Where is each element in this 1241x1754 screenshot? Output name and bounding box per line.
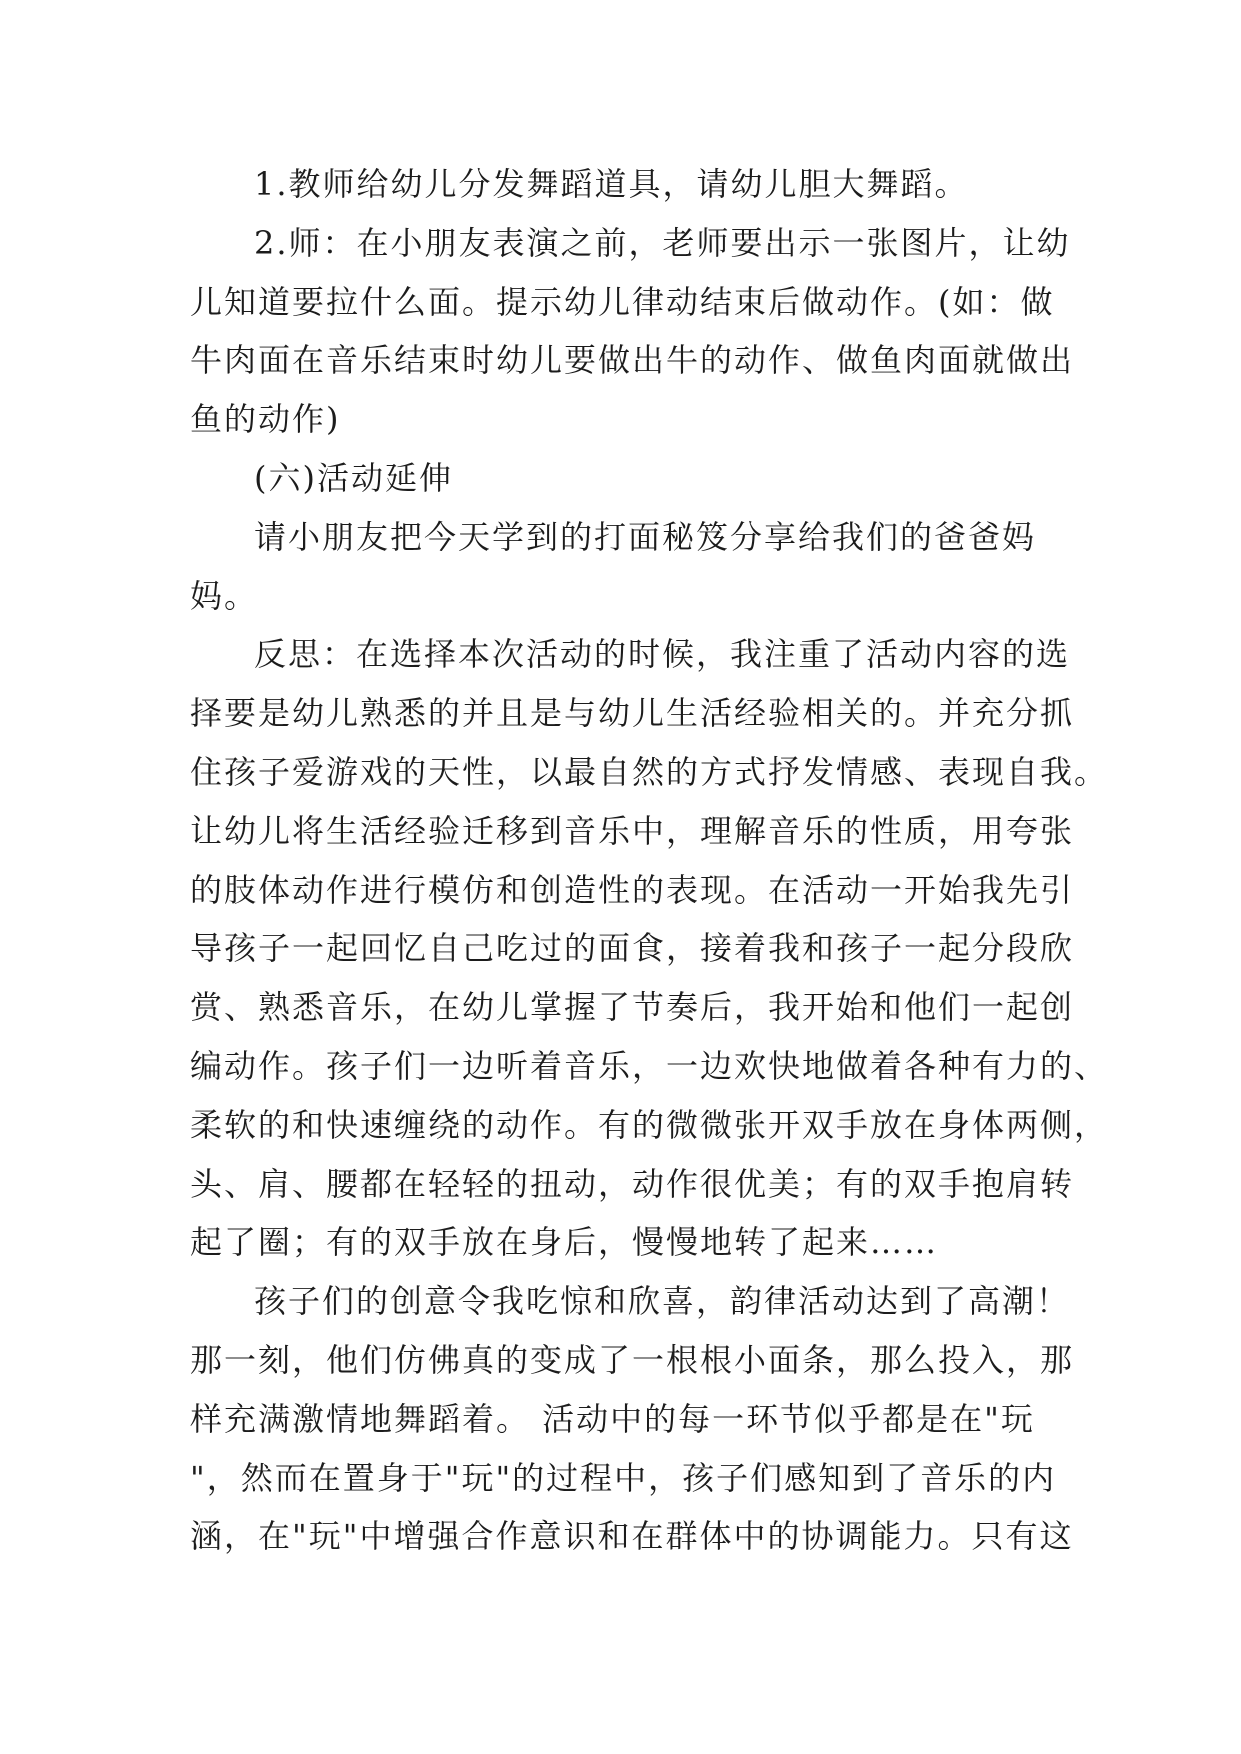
text-line: 让幼儿将生活经验迁移到音乐中，理解音乐的性质，用夸张 <box>190 811 1075 850</box>
text-line: 涵，在"玩"中增强合作意识和在群体中的协调能力。只有这 <box>190 1517 1074 1556</box>
text-line: 儿知道要拉什么面。提示幼儿律动结束后做动作。(如：做 <box>190 282 1055 321</box>
text-line: 反思：在选择本次活动的时候，我注重了活动内容的选 <box>254 635 1071 674</box>
document-body <box>190 155 1109 1566</box>
text-line: 赏、熟悉音乐，在幼儿掌握了节奏后，我开始和他们一起创 <box>190 988 1075 1027</box>
text-line: 柔软的和快速缠绕的动作。有的微微张开双手放在身体两侧， <box>190 1105 1109 1144</box>
text-line: 牛肉面在音乐结束时幼儿要做出牛的动作、做鱼肉面就做出 <box>190 341 1075 380</box>
text-line: 择要是幼儿熟悉的并且是与幼儿生活经验相关的。并充分抓 <box>190 694 1075 733</box>
text-line: 样充满激情地舞蹈着。 活动中的每一环节似乎都是在"玩 <box>190 1399 1035 1438</box>
text-line: 鱼的动作) <box>190 400 341 439</box>
text-line: 住孩子爱游戏的天性，以最自然的方式抒发情感、表现自我。 <box>190 752 1109 791</box>
text-line: "，然而在置身于"玩"的过程中，孩子们感知到了音乐的内 <box>190 1458 1057 1497</box>
text-line: 起了圈；有的双手放在身后，慢慢地转了起来…… <box>190 1223 939 1262</box>
text-line: 头、肩、腰都在轻轻的扭动，动作很优美；有的双手抱肩转 <box>190 1164 1075 1203</box>
text-line: 2.师：在小朋友表演之前，老师要出示一张图片，让幼 <box>254 223 1071 262</box>
text-line: 孩子们的创意令我吃惊和欣喜，韵律活动达到了高潮！ <box>254 1282 1071 1321</box>
text-line: 妈。 <box>190 576 259 615</box>
text-line: 1.教师给幼儿分发舞蹈道具，请幼儿胆大舞蹈。 <box>254 165 969 203</box>
text-line: 的肢体动作进行模仿和创造性的表现。在活动一开始我先引 <box>190 870 1075 909</box>
text-line: 导孩子一起回忆自己吃过的面食，接着我和孩子一起分段欣 <box>190 929 1075 968</box>
text-line: 请小朋友把今天学到的打面秘笈分享给我们的爸爸妈 <box>254 517 1037 556</box>
text-line: 编动作。孩子们一边听着音乐，一边欢快地做着各种有力的、 <box>190 1046 1109 1085</box>
section-heading: (六)活动延伸 <box>254 458 453 497</box>
text-line: 那一刻，他们仿佛真的变成了一根根小面条，那么投入，那 <box>190 1340 1075 1379</box>
